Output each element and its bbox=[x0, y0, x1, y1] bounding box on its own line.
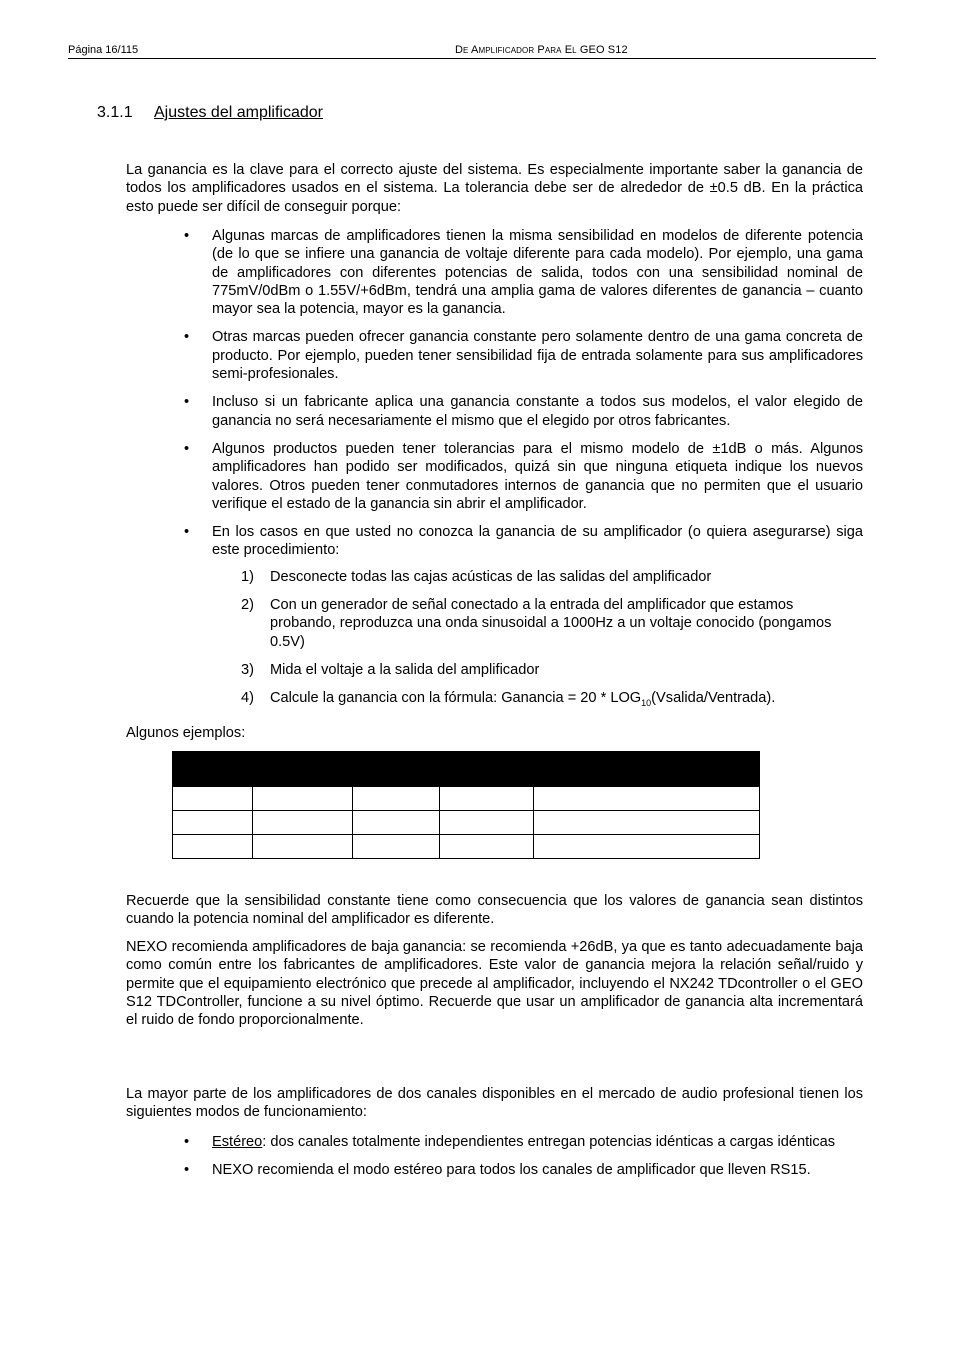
table-row bbox=[173, 787, 760, 811]
gain-bullet-list bbox=[126, 227, 863, 722]
step-text bbox=[270, 690, 776, 709]
mode-term: Estéreo bbox=[212, 1134, 263, 1150]
bullet-icon: • bbox=[184, 440, 190, 457]
formula-text: Calcule la ganancia con la fórmula: Ganancia = 20 * LOG bbox=[270, 690, 642, 707]
step-item bbox=[126, 661, 863, 679]
list-item-text: Otras marcas pueden ofrecer ganancia constante pero solamente dentro de una gama concreta de producto. Por ejemplo, pueden tener sensibilidad fija de entrada solamente para sus amplificadores semi-profesionales. bbox=[212, 329, 863, 383]
section-number: 3.1.1 bbox=[97, 104, 133, 121]
table-cell bbox=[253, 835, 353, 859]
examples-label: Algunos ejemplos: bbox=[126, 725, 246, 741]
list-item bbox=[126, 393, 863, 430]
table-cell bbox=[353, 835, 440, 859]
document-title: De Amplificador Para El GEO S12 bbox=[455, 44, 628, 56]
table-header-cell bbox=[534, 752, 760, 787]
step-item bbox=[126, 596, 863, 651]
bullet-icon: • bbox=[184, 1162, 190, 1179]
table-header-cell bbox=[353, 752, 440, 787]
recommendation-paragraph: NEXO recomienda amplificadores de baja ganancia: se recomienda +26dB, ya que es tanto adecuadamente baja como común entre los fabricantes de amplificadores. Este valor de ganancia mejora la relación señal/ruido y permite que el equipamiento electrónico que precede al amplificador, incluyendo el NX242 TDcontroller o el GEO S12 TDController, funcione a su nivel óptimo. Recuerde que usar un amplificador de ganancia alta incrementará el ruido de fondo proporcionalmente. bbox=[126, 939, 863, 1029]
list-item bbox=[126, 1133, 863, 1151]
examples-table bbox=[172, 751, 760, 859]
step-number: 3) bbox=[241, 661, 254, 678]
step-number: 4) bbox=[241, 690, 254, 707]
list-item bbox=[126, 523, 863, 560]
bullet-icon: • bbox=[184, 394, 190, 411]
list-item bbox=[126, 1161, 863, 1179]
table-header-cell bbox=[440, 752, 534, 787]
bullet-icon: • bbox=[184, 329, 190, 346]
table-cell bbox=[534, 787, 760, 811]
table-header-cell bbox=[173, 752, 253, 787]
table-cell bbox=[353, 787, 440, 811]
table-cell bbox=[253, 811, 353, 835]
modes-list bbox=[126, 1133, 863, 1190]
table-header-row bbox=[173, 752, 760, 787]
table-cell bbox=[253, 787, 353, 811]
table-cell bbox=[173, 787, 253, 811]
list-item-text: En los casos en que usted no conozca la ganancia de su amplificador (o quiera asegurarse) siga este procedimiento: bbox=[212, 524, 863, 559]
table-cell bbox=[440, 787, 534, 811]
table-cell bbox=[173, 811, 253, 835]
list-item-text: Algunas marcas de amplificadores tienen la misma sensibilidad en modelos de diferente potencia (de lo que se infiere una ganancia de voltaje diferente para cada modelo). Por ejemplo, una gama de amplificadores con diferentes potencias de salida, todos con una sensibilidad nominal de 775mV/0dBm o 1.55V/+6dBm, tendrá una amplia gama de valores diferentes de ganancia – cuanto mayor sea la potencia, mayor es la ganancia. bbox=[212, 228, 863, 318]
table-header-cell bbox=[253, 752, 353, 787]
modes-intro-paragraph: La mayor parte de los amplificadores de dos canales disponibles en el mercado de audio profesional tienen los siguientes modos de funcionamiento: bbox=[126, 1086, 863, 1121]
table-row bbox=[173, 835, 760, 859]
step-number: 2) bbox=[241, 597, 254, 614]
sensitivity-paragraph: Recuerde que la sensibilidad constante tiene como consecuencia que los valores de ganancia sean distintos cuando la potencia nominal del amplificador es diferente. bbox=[126, 893, 863, 928]
table-cell bbox=[534, 811, 760, 835]
table-cell bbox=[534, 835, 760, 859]
formula-text-end: (Vsalida/Ventrada). bbox=[651, 690, 776, 707]
step-text: Con un generador de señal conectado a la entrada del amplificador que estamos probando, reproduzca una onda sinusoidal a 1000Hz a un voltaje conocido (pongamos 0.5V) bbox=[270, 597, 832, 650]
step-text: Desconecte todas las cajas acústicas de las salidas del amplificador bbox=[270, 568, 712, 585]
table-cell bbox=[173, 835, 253, 859]
list-item bbox=[126, 328, 863, 383]
table-cell bbox=[440, 835, 534, 859]
step-text: Mida el voltaje a la salida del amplificador bbox=[270, 661, 540, 678]
procedure-steps bbox=[126, 568, 863, 713]
section-heading bbox=[97, 104, 323, 122]
step-number: 1) bbox=[241, 568, 254, 585]
bullet-icon: • bbox=[184, 228, 190, 244]
list-item-text: Incluso si un fabricante aplica una ganancia constante a todos sus modelos, el valor elegido de ganancia no será necesariamente el mismo que el elegido por otros fabricantes. bbox=[212, 394, 863, 429]
bullet-icon: • bbox=[184, 1134, 190, 1150]
table-cell bbox=[440, 811, 534, 835]
intro-paragraph: La ganancia es la clave para el correcto ajuste del sistema. Es especialmente importante saber la ganancia de todos los amplificadores usados en el sistema. La tolerancia debe ser de alrededor de ±0.5 dB. En la práctica esto puede ser difícil de conseguir porque: bbox=[126, 162, 863, 215]
table-cell bbox=[353, 811, 440, 835]
list-item-text: NEXO recomienda el modo estéreo para todos los canales de amplificador que lleven RS15. bbox=[212, 1162, 811, 1179]
formula-subscript: 10 bbox=[641, 698, 652, 709]
step-item bbox=[126, 689, 863, 712]
list-item-text: Algunos productos pueden tener tolerancias para el mismo modelo de ±1dB o más. Algunos amplificadores han podido ser modificados, quizá sin que ninguna etiqueta indique los nuevos valores. Otros pueden tener conmutadores internos de ganancia que no permiten que el usuario verifique el estado de la ganancia sin abrir el amplificador. bbox=[212, 440, 863, 512]
page-number: Página 16/115 bbox=[68, 44, 139, 56]
table-row bbox=[173, 811, 760, 835]
page-header bbox=[68, 44, 876, 59]
list-item bbox=[126, 227, 863, 318]
section-title: Ajustes del amplificador bbox=[154, 104, 323, 121]
list-item bbox=[126, 440, 863, 513]
list-item-text: : dos canales totalmente independientes entregan potencias idénticas a cargas idénticas bbox=[262, 1134, 836, 1150]
step-item bbox=[126, 568, 863, 586]
bullet-icon: • bbox=[184, 524, 190, 541]
